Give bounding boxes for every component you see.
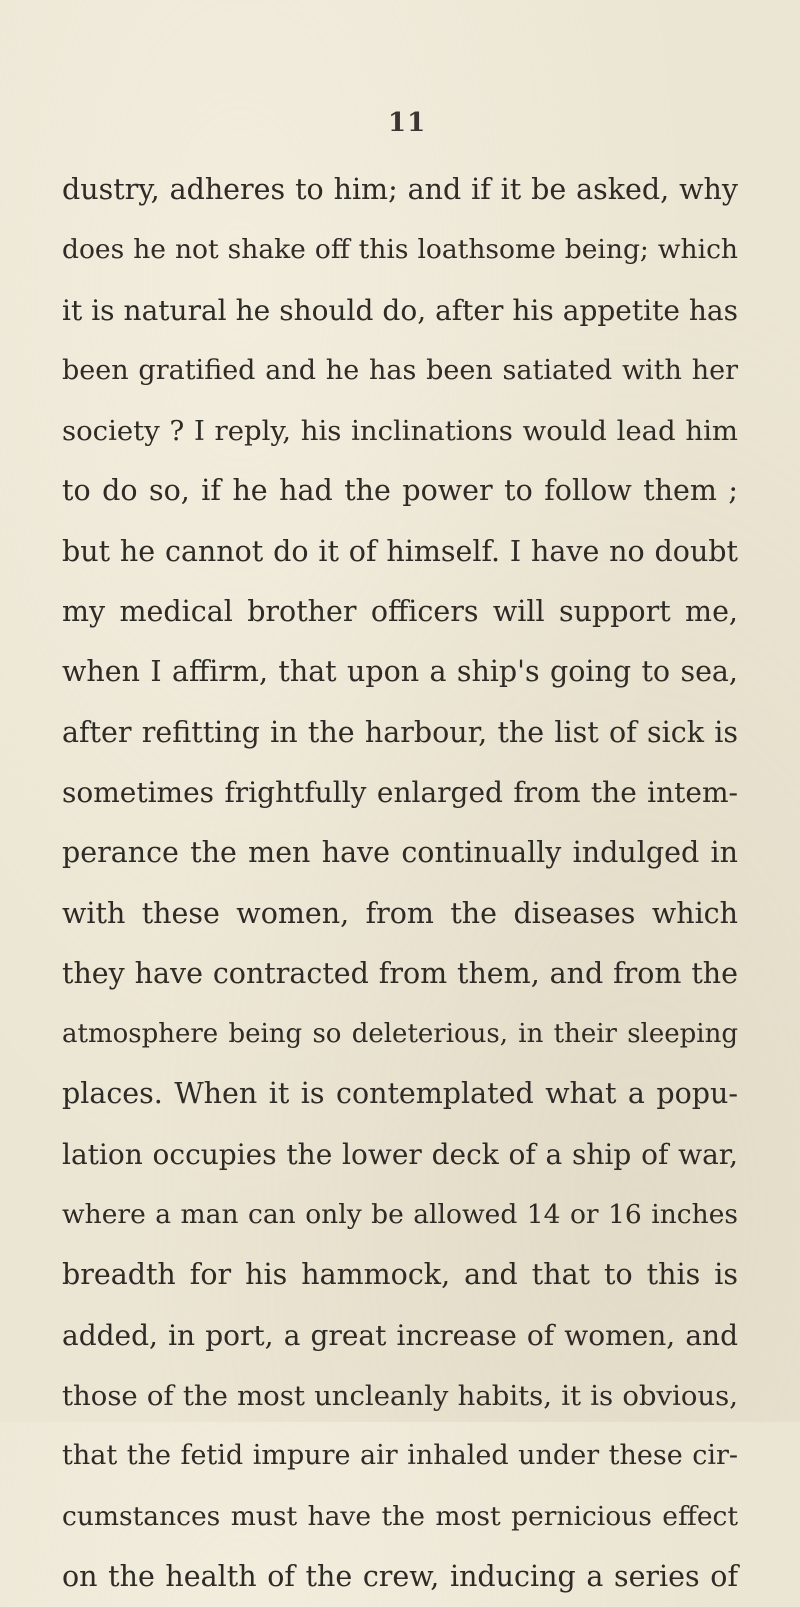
text-line: where a man can only be allowed 14 or 16 inches <box>62 1199 738 1231</box>
text-line: with these women, from the diseases which <box>62 896 738 930</box>
text-line: to do so, if he had the power to follow them ; <box>62 474 738 508</box>
text-line: my medical brother officers will support me, <box>62 595 738 629</box>
text-line: been gratified and he has been satiated with her <box>62 354 738 386</box>
page-number: 11 <box>388 108 427 138</box>
body-text <box>62 160 738 1607</box>
text-line: cumstances must have the most pernicious effect <box>62 1500 738 1532</box>
text-line: it is natural he should do, after his appetite has <box>62 293 738 327</box>
text-line: perance the men have continually indulged in <box>62 836 738 870</box>
text-line: on the health of the crew, inducing a series of <box>62 1559 738 1593</box>
text-line: atmosphere being so deleterious, in their sleeping <box>62 1019 738 1050</box>
text-line: but he cannot do it of himself. I have no doubt <box>62 534 738 568</box>
text-line: lation occupies the lower deck of a ship of war, <box>62 1137 738 1171</box>
text-line: sometimes frightfully enlarged from the intem- <box>62 775 738 809</box>
text-line: added, in port, a great increase of women, and <box>62 1318 738 1352</box>
text-line: does he not shake off this loathsome being; which <box>62 234 738 266</box>
text-line: society ? I reply, his inclinations would lead him <box>62 415 738 448</box>
text-line: when I affirm, that upon a ship's going to sea, <box>62 655 738 689</box>
text-line: places. When it is contemplated what a popu- <box>62 1077 738 1111</box>
text-line: they have contracted from them, and from the <box>62 956 738 990</box>
text-line: that the fetid impure air inhaled under these cir- <box>62 1440 738 1472</box>
text-line: breadth for his hammock, and that to this is <box>62 1258 738 1292</box>
text-line: after refitting in the harbour, the list of sick is <box>62 715 738 749</box>
text-line: dustry, adheres to him; and if it be asked, why <box>62 173 738 206</box>
text-line: those of the most uncleanly habits, it is obvious, <box>62 1379 738 1412</box>
